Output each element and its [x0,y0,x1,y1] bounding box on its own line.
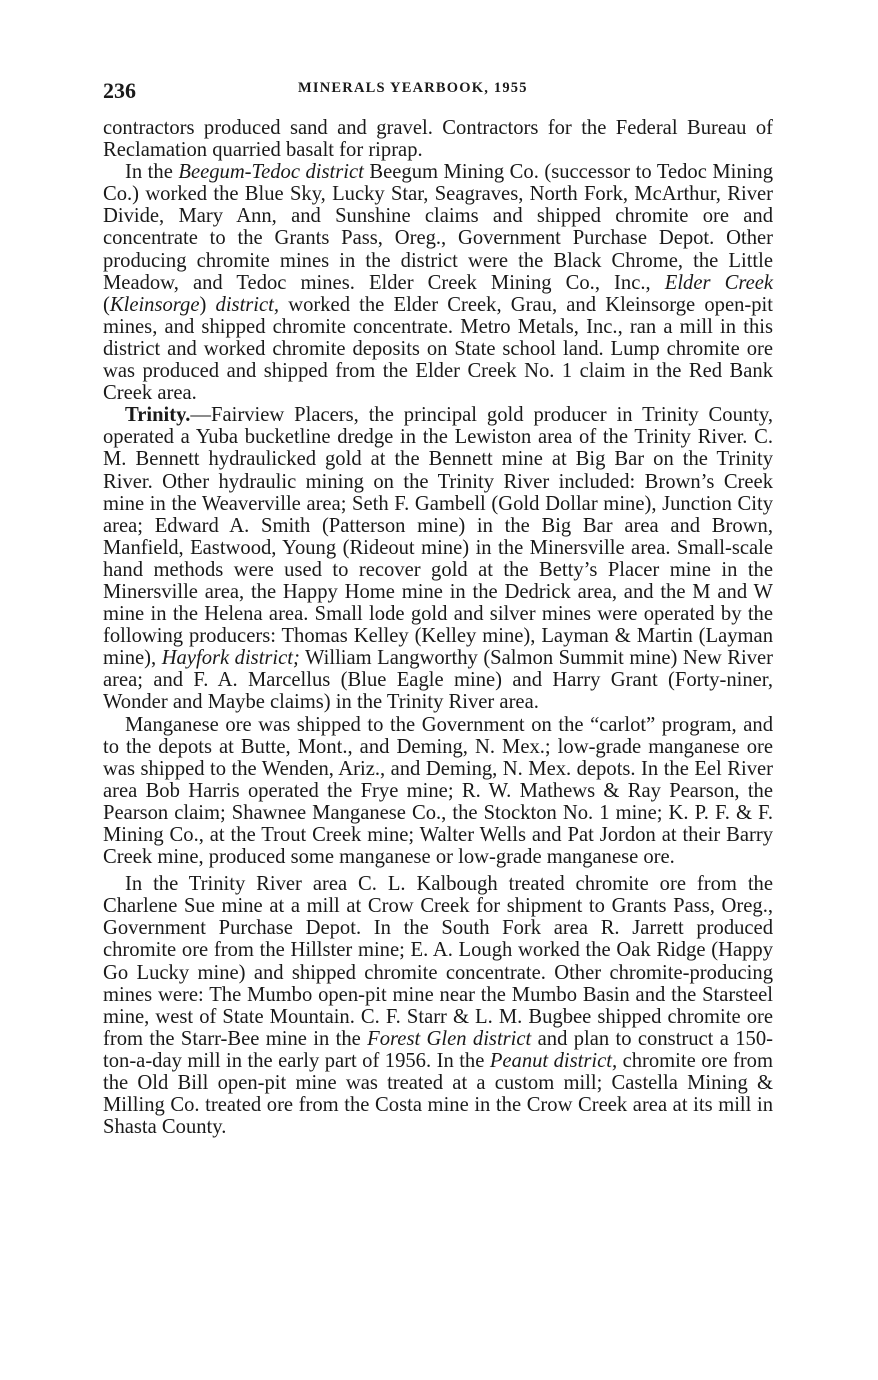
district-name: Peanut district, [489,1049,618,1072]
district-name: Hayfork district; [161,647,300,670]
text-run: —Fairview Placers, the principal gold producer in Trinity County, operated a Yuba bucketline dredge in the Lewiston area of the Trinity River. C. M. Bennett hydraulicked gold at the Bennett mine at Big Bar on the Trinity River. Other hydraulic mining on the Trinity River included: Brown’s Creek mine in the Weaverville area; Seth F. Gambell (Gold Dollar mine), Junction City area; Edward A. Smith (Patterson mine) in the Big Bar area and Brown, Manfield, Eastwood, Young (Rideout mine) in the Minersville area. Small-scale hand methods were used to recover gold at the Betty’s Placer mine in the Minersville area, the Happy Home mine in the Dedrick area, and the M and W mine in the Helena area. Small lode gold and silver mines were operated by the following producers: Thomas Kelley (Kelley mine), Layman & Martin (Layman mine), [103,404,773,670]
text-run: ) [199,293,216,316]
district-name: Kleinsorge [109,293,200,316]
paragraph [103,873,773,1138]
body-text [103,117,773,1138]
county-heading: Trinity. [125,404,191,427]
paragraph [103,714,773,869]
page-header [103,78,773,108]
district-name: district, [215,293,280,316]
district-name: Forest Glen district [367,1027,532,1050]
text-run: worked the Elder Creek, Grau, and Kleinsorge open-pit mines, and shipped chromite concentrate. Metro Metals, Inc., ran a mill in this district and worked chromite deposits on State school land. Lump chromite ore was produced and shipped from the Elder Creek No. 1 claim in the Red Bank Creek area. [103,293,773,405]
paragraph [103,117,773,161]
running-head: MINERALS YEARBOOK, 1955 [298,80,528,96]
text-run: ( [103,293,110,316]
text-run: Manganese ore was shipped to the Government on the “carlot” program, and to the depots at Butte, Mont., and Deming, N. Mex.; low-grade manganese ore was shipped to the Wenden, Ariz., and Deming, N. Mex. depots. In the Eel River area Bob Harris operated the Frye mine; R. W. Mathews & Ray Pearson, the Pearson claim; Shawnee Manganese Co., the Stockton No. 1 mine; K. P. F. & F. Mining Co., at the Trout Creek mine; Walter Wells and Pat Jordon at their Barry Creek mine, produced some manganese or low-grade manganese ore. [103,713,773,869]
text-run: Beegum Mining Co. (successor to Tedoc Mining Co.) worked the Blue Sky, Lucky Star, Seagraves, North Fork, McArthur, River Divide, Mary Ann, and Sunshine claims and shipped chromite ore and concentrate to the Grants Pass, Oreg., Government Purchase Depot. Other producing chromite mines in the district were the Black Chrome, the Little Meadow, and Tedoc mines. Elder Creek Mining Co., Inc., [103,161,774,294]
district-name: Elder Creek [664,271,774,294]
text-run: William Langworthy (Salmon Summit mine) New River area; and F. A. Marcellus (Blue Eagle mine) and Harry Grant (Forty-niner, Wonder and Maybe claims) in the Trinity River area. [103,647,774,714]
district-name: Beegum-Tedoc district [178,161,364,184]
paragraph [103,404,773,713]
text-run: contractors produced sand and gravel. Contractors for the Federal Bureau of Reclamation quarried basalt for riprap. [103,117,773,162]
text-run: chromite ore from the Old Bill open-pit mine was treated at a custom mill; Castella Mining & Milling Co. treated ore from the Costa mine in the Crow Creek area at its mill in Shasta County. [103,1049,773,1139]
paragraph [103,161,773,404]
page-number: 236 [103,78,136,103]
text-run: In the [125,161,179,184]
text-run: In the Trinity River area C. L. Kalbough treated chromite ore from the Charlene Sue mine at a mill at Crow Creek for shipment to Grants Pass, Oreg., Government Purchase Depot. In the South Fork area R. Jarrett produced chromite ore from the Hillster mine; E. A. Lough worked the Oak Ridge (Happy Go Lucky mine) and shipped chromite concentrate. Other chromite-producing mines were: The Mumbo open-pit mine near the Mumbo Basin and the Starsteel mine, west of State Mountain. C. F. Starr & L. M. Bugbee shipped chromite ore from the Starr-Bee mine in the [103,873,773,1050]
text-run: and plan to construct a 150-ton-a-day mill in the early part of 1956. In the [103,1027,773,1072]
